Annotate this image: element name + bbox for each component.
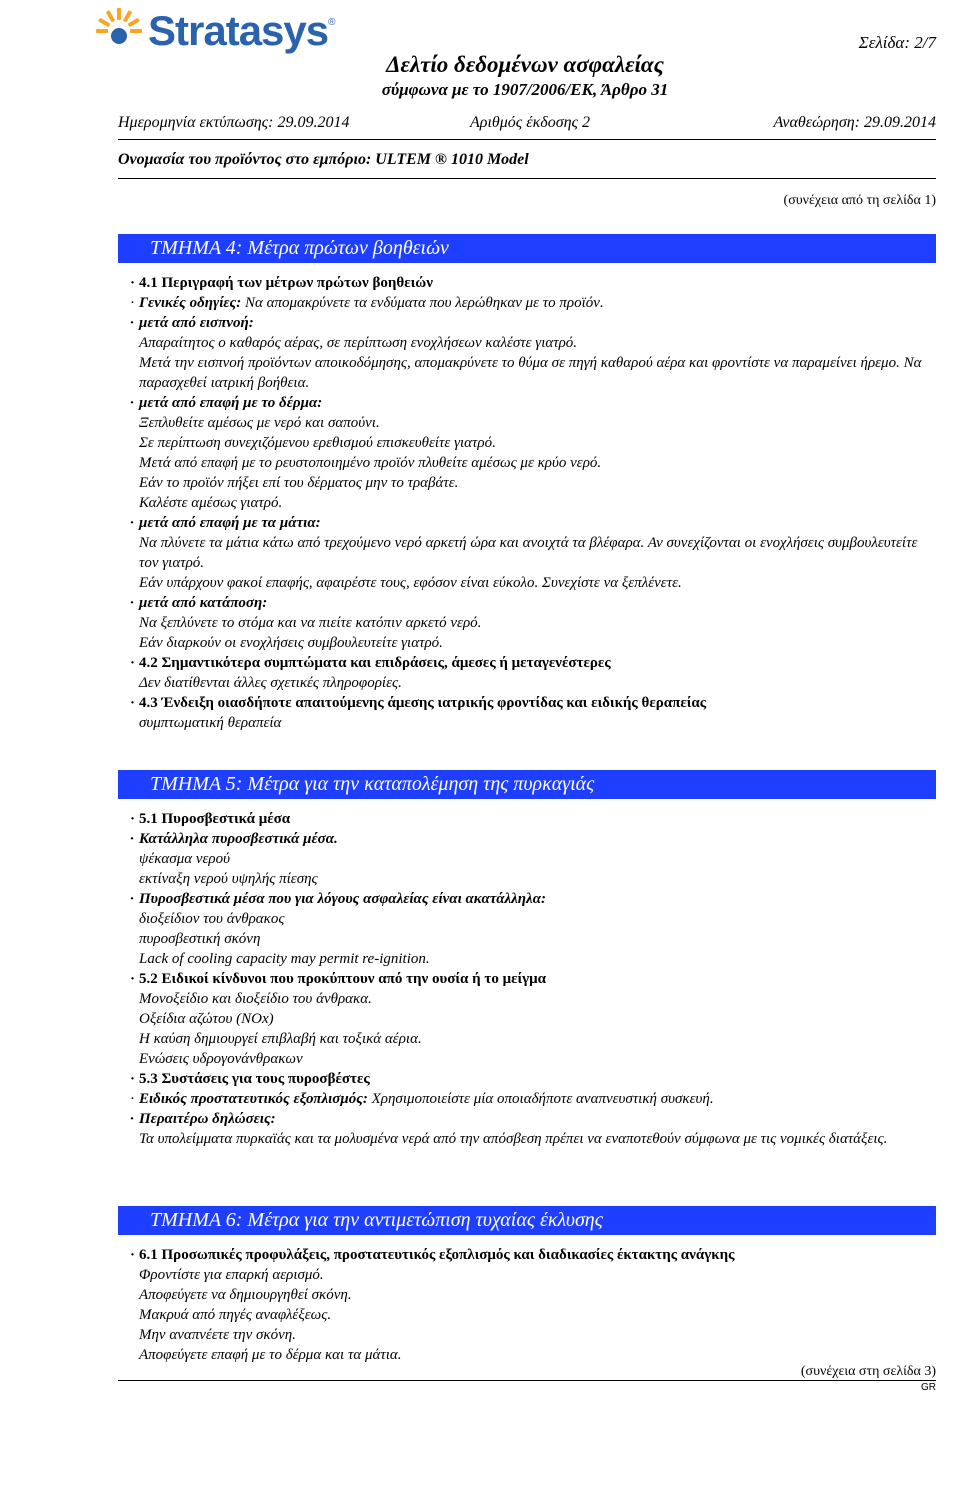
ppe-text: Χρησιμοποιείστε μία οποιαδήποτε αναπνευστική συσκευή. <box>367 1091 714 1107</box>
header-divider <box>118 139 936 140</box>
product-name: Ονομασία του προϊόντος στο εμπόριο: ULTEM ® 1010 Model <box>118 151 529 168</box>
hazard-1: Μονοξείδιο και διοξείδιο του άνθρακα. <box>139 991 372 1007</box>
print-date: Ημερομηνία εκτύπωσης: 29.09.2014 <box>118 114 350 131</box>
suitable-media-label: · Κατάλληλα πυροσβεστικά μέσα. <box>130 831 338 847</box>
section-5-body: · 5.1 Πυροσβεστικά μέσα · Κατάλληλα πυροσβεστικά μέσα. ψέκασμα νερού εκτίναξη νερού υψηλής πίεσης · Πυροσβεστικά μέσα που για λόγους ασφαλείας είναι ακατάλληλα: διοξείδιον του άνθρακος πυροσβεστική σκόνη Lack of cooling capacity may permit re-ignition. · 5.2 Ειδικοί κίνδυνοι που προκύπτουν από την ουσία ή το μείγμα Μονοξείδιο και διοξείδιο του άνθρακα. Οξείδια αζώτου (NOx) Η καύση δημιουργεί επιβλαβή και τοξικά αέρια. Ενώσεις υδρογονάνθρακων · 5.3 Συστάσεις για τους πυροσβέστες · Ειδικός προστατευτικός εξοπλισμός: Χρησιμοποιείστε μία οποιαδήποτε αναπνευστική συσκευή. · Περαιτέρω δηλώσεις: Τα υπολείμματα πυρκαϊάς και τα μολυσμένα νερά από την απόσβεση πρέπει να εναποτεθούν σύμφωνα με τις νομικές διατάξεις. <box>139 809 936 1149</box>
revision-date: Αναθεώρηση: 29.09.2014 <box>773 114 936 131</box>
subsection-4-2: · 4.2 Σημαντικότερα συμπτώματα και επιδράσεις, άμεσες ή μεταγενέστερες <box>130 655 611 671</box>
s6-text-5: Αποφεύγετε επαφή με το δέρμα και τα μάτια. <box>139 1347 402 1363</box>
eye-text-1: Να πλύνετε τα μάτια κάτω από τρεχούμενο νερό αρκετή ώρα και ανοιχτά τα βλέφαρα. Αν συνεχίζονται οι ενοχλήσεις συμβουλευτείτε τον γιατρό. <box>139 535 918 571</box>
section-5-header: ΤΜΗΜΑ 5: Μέτρα για την καταπολέμηση της πυρκαγιάς <box>118 770 936 799</box>
unsuitable-1: διοξείδιον του άνθρακος <box>139 911 285 927</box>
section-4-body: · 4.1 Περιγραφή των μέτρων πρώτων βοηθειών · Γενικές οδηγίες: Να απομακρύνετε τα ενδύματα που λερώθηκαν με το προϊόν. · μετά από εισπνοή: Απαραίτητος ο καθαρός αέρας, σε περίπτωση ενοχλήσεων καλέστε γιατρό. Μετά την εισπνοή προϊόντων αποικοδόμησης, απομακρύνετε το θύμα σε πηγή καθαρού αέρα και φροντίστε να παραμείνει ήρεμο. Να παρασχεθεί ιατρική βοήθεια. · μετά από επαφή με το δέρμα: Ξεπλυθείτε αμέσως με νερό και σαπούνι. Σε περίπτωση συνεχιζόμενου ερεθισμού επισκευθείτε γιατρό. Μετά από επαφή με το ρευστοποιημένο προϊόν πλυθείτε αμέσως με κρύο νερό. Εάν το προϊόν πήξει επί του δέρματος μην το τραβάτε. Καλέστε αμέσως γιατρό. · μετά από επαφή με τα μάτια: Να πλύνετε τα μάτια κάτω από τρεχούμενο νερό αρκετή ώρα και ανοιχτά τα βλέφαρα. Αν συνεχίζονται οι ενοχλήσεις συμβουλευτείτε τον γιατρό. Εάν υπάρχουν φακοί επαφής, αφαιρέστε τους, εφόσον είναι εύκολο. Συνεχίστε να ξεπλένετε. · μετά από κατάποση: Να ξεπλύνετε το στόμα και να πιείτε κατόπιν αρκετό νερό. Εάν διαρκούν οι ενοχλήσεις συμβουλευτείτε γιατρό. · 4.2 Σημαντικότερα συμπτώματα και επιδράσεις, άμεσες ή μεταγενέστερες Δεν διατίθενται άλλες σχετικές πληροφορίες. · 4.3 Ένδειξη οιασδήποτε απαιτούμενης άμεσης ιατρικής φροντίδας και ειδικής θεραπείας συμπτωματική θεραπεία <box>139 273 936 733</box>
section-6-body <box>130 1245 936 1365</box>
s6-text-4: Μην αναπνέετε την σκόνη. <box>139 1327 296 1343</box>
product-divider <box>118 178 936 179</box>
ingestion-label: · μετά από κατάποση: <box>130 595 268 611</box>
suitable-2: εκτίναξη νερού υψηλής πίεσης <box>139 871 318 887</box>
document-subtitle: σύμφωνα με το 1907/2006/ΕΚ, Άρθρο 31 <box>381 80 669 99</box>
eye-text-2: Εάν υπάρχουν φακοί επαφής, αφαιρέστε τους, εφόσον είναι εύκολο. Συνεχίστε να ξεπλένετε. <box>139 575 682 591</box>
footer-divider <box>118 1380 936 1381</box>
s6-text-3: Μακρυά από πηγές αναφλέξεως. <box>139 1307 332 1323</box>
continued-from: (συνέχεια από τη σελίδα 1) <box>783 193 936 208</box>
skin-label: · μετά από επαφή με το δέρμα: <box>130 395 323 411</box>
general-text: Να απομακρύνετε τα ενδύματα που λερώθηκαν με το προϊόν. <box>241 295 604 311</box>
subsection-4-1: · 4.1 Περιγραφή των μέτρων πρώτων βοηθειών <box>130 275 433 291</box>
hazard-4: Ενώσεις υδρογονάνθρακων <box>139 1051 303 1067</box>
page-number: Σελίδα: 2/7 <box>858 33 936 52</box>
subsection-4-2-text: Δεν διατίθενται άλλες σχετικές πληροφορίες. <box>139 675 402 691</box>
skin-text-2: Σε περίπτωση συνεχιζόμενου ερεθισμού επισκευθείτε γιατρό. <box>139 435 496 451</box>
section-6-header: ΤΜΗΜΑ 6: Μέτρα για την αντιμετώπιση τυχαίας έκλυσης <box>118 1206 936 1235</box>
version-number: Αριθμός έκδοσης 2 <box>470 114 591 131</box>
further-text: Τα υπολείμματα πυρκαϊάς και τα μολυσμένα νερά από την απόσβεση πρέπει να εναποτεθούν σύμφωνα με τις νομικές διατάξεις. <box>139 1131 888 1147</box>
ingestion-text-1: Να ξεπλύνετε το στόμα και να πιείτε κατόπιν αρκετό νερό. <box>139 615 482 631</box>
general-label: Γενικές οδηγίες: <box>139 295 242 311</box>
skin-text-4: Εάν το προϊόν πήξει επί του δέρματος μην το τραβάτε. <box>139 475 459 491</box>
subsection-5-2: · 5.2 Ειδικοί κίνδυνοι που προκύπτουν από την ουσία ή το μείγμα <box>130 971 547 987</box>
subsection-5-1: · 5.1 Πυροσβεστικά μέσα <box>130 811 291 827</box>
s6-text-2: Αποφεύγετε να δημιουργηθεί σκόνη. <box>139 1287 352 1303</box>
subsection-4-3: · 4.3 Ένδειξη οιασδήποτε απαιτούμενης άμεσης ιατρικής φροντίδας και ειδικής θεραπείας <box>130 695 707 711</box>
further-label: · Περαιτέρω δηλώσεις: <box>130 1111 276 1127</box>
stratasys-logo-icon <box>96 8 142 54</box>
registered-mark: ® <box>328 17 336 28</box>
hazard-3: Η καύση δημιουργεί επιβλαβή και τοξικά αέρια. <box>139 1031 422 1047</box>
country-code: GR <box>921 1382 936 1393</box>
subsection-6-1: · 6.1 Προσωπικές προφυλάξεις, προστατευτικός εξοπλισμός και διαδικασίες έκτακτης ανάγκης <box>130 1247 735 1263</box>
suitable-1: ψέκασμα νερού <box>139 851 231 867</box>
unsuitable-2: πυροσβεστική σκόνη <box>139 931 261 947</box>
inhalation-label: · μετά από εισπνοή: <box>130 315 254 331</box>
section-4-header: ΤΜΗΜΑ 4: Μέτρα πρώτων βοηθειών <box>118 234 936 263</box>
inhalation-text-1: Απαραίτητος ο καθαρός αέρας, σε περίπτωση ενοχλήσεων καλέστε γιατρό. <box>139 335 578 351</box>
continued-to: (συνέχεια στη σελίδα 3) <box>800 1364 936 1379</box>
subsection-5-3: · 5.3 Συστάσεις για τους πυροσβέστες <box>130 1071 370 1087</box>
unsuitable-media-label: · Πυροσβεστικά μέσα που για λόγους ασφαλείας είναι ακατάλληλα: <box>130 891 546 907</box>
hazard-2: Οξείδια αζώτου (NOx) <box>139 1011 274 1027</box>
skin-text-5: Καλέστε αμέσως γιατρό. <box>139 495 283 511</box>
skin-text-3: Μετά από επαφή με το ρευστοποιημένο προϊόν πλυθείτε αμέσως με κρύο νερό. <box>139 455 602 471</box>
ingestion-text-2: Εάν διαρκούν οι ενοχλήσεις συμβουλευτείτε γιατρό. <box>139 635 443 651</box>
company-logo <box>96 5 336 57</box>
eye-label: · μετά από επαφή με τα μάτια: <box>130 515 321 531</box>
logo-wordmark: Stratasys <box>148 7 329 54</box>
document-title: Δελτίο δεδομένων ασφαλείας <box>386 52 664 77</box>
inhalation-text-2: Μετά την εισπνοή προϊόντων αποικοδόμησης, απομακρύνετε το θύμα σε πηγή καθαρού αέρα και φροντίστε να παραμείνει ήρεμο. Να παρασχεθεί ιατρική βοήθεια. <box>139 355 922 391</box>
skin-text-1: Ξεπλυθείτε αμέσως με νερό και σαπούνι. <box>139 415 380 431</box>
unsuitable-3: Lack of cooling capacity may permit re-ignition. <box>139 951 430 967</box>
subsection-4-3-text: συμπτωματική θεραπεία <box>139 715 282 731</box>
s6-text-1: Φροντίστε για επαρκή αερισμό. <box>139 1267 324 1283</box>
ppe-label: Ειδικός προστατευτικός εξοπλισμός: <box>139 1091 368 1107</box>
